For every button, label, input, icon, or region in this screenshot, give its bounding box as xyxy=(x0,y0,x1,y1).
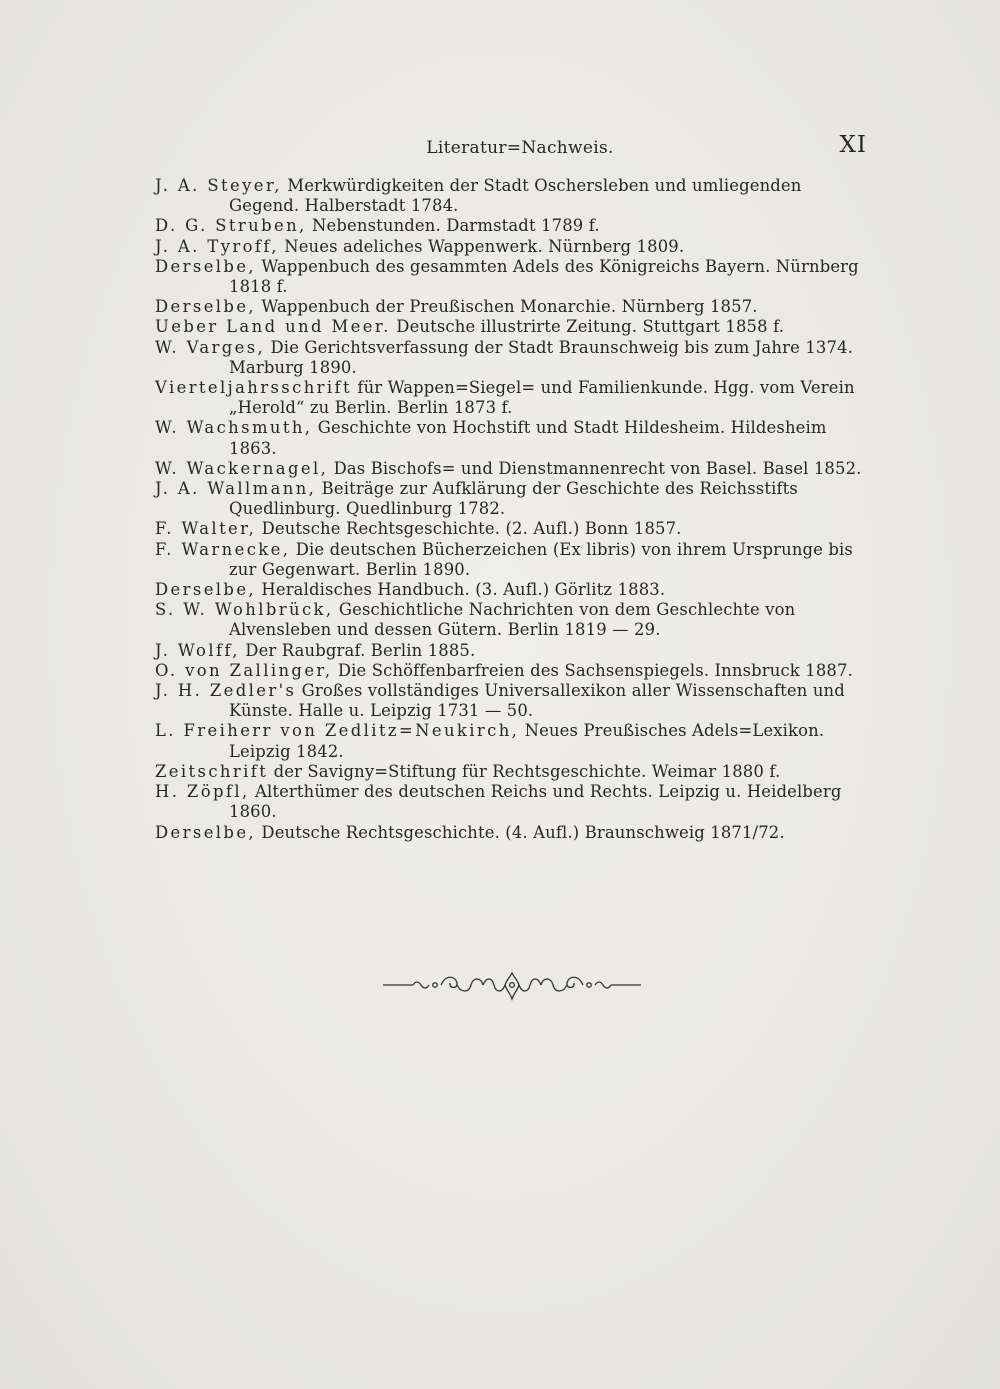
entry-text: der Savigny=Stiftung für Rechtsgeschichte. Weimar 1880 f. xyxy=(268,761,781,781)
entry-author: Zeitschrift xyxy=(155,761,269,781)
bibliography-list xyxy=(155,176,875,843)
bibliography-entry xyxy=(155,418,875,458)
entry-author: Derselbe, xyxy=(155,580,257,600)
page-number: XI xyxy=(839,132,867,158)
bibliography-entry xyxy=(155,317,875,337)
entry-text: Deutsche Rechtsgeschichte. (4. Aufl.) Braunschweig 1871/72. xyxy=(256,822,785,842)
entry-author: J. Wolff, xyxy=(155,640,240,660)
entry-text: Die Gerichtsverfassung der Stadt Braunschweig bis zum Jahre 1374. Marburg 1890. xyxy=(229,337,854,377)
bibliography-entry xyxy=(155,519,875,539)
entry-author: J. A. Tyroff, xyxy=(155,236,279,256)
entry-text: Geschichtliche Nachrichten von dem Geschlechte von Alvensleben und dessen Gütern. Berlin 1819 — 29. xyxy=(229,600,796,640)
entry-text: Neues Preußisches Adels=Lexikon. Leipzig 1842. xyxy=(229,721,825,761)
entry-text: Das Bischofs= und Dienstmannenrecht von Basel. Basel 1852. xyxy=(328,458,862,478)
bibliography-entry xyxy=(155,782,875,822)
entry-text: Deutsche Rechtsgeschichte. (2. Aufl.) Bonn 1857. xyxy=(256,519,682,539)
bibliography-entry xyxy=(155,297,875,317)
entry-text: Merkwürdigkeiten der Stadt Oschersleben und umliegenden Gegend. Halberstadt 1784. xyxy=(229,176,802,216)
entry-text: Alterthümer des deutschen Reichs und Rechts. Leipzig u. Heidelberg 1860. xyxy=(229,782,842,822)
bibliography-entry xyxy=(155,257,875,297)
entry-text: Beiträge zur Aufklärung der Geschichte des Reichsstifts Quedlinburg. Quedlinburg 1782. xyxy=(229,479,798,519)
running-header: Literatur=Nachweis. xyxy=(426,138,614,158)
entry-author: D. G. Struben, xyxy=(155,216,307,236)
entry-author: W. Wackernagel, xyxy=(155,458,329,478)
bibliography-entry xyxy=(155,681,875,721)
entry-author: J. A. Wallmann, xyxy=(155,479,317,499)
entry-author: Ueber Land und Meer. xyxy=(155,317,391,337)
entry-author: F. Warnecke, xyxy=(155,539,291,559)
bibliography-entry xyxy=(155,378,875,418)
entry-author: J. H. Zedler's xyxy=(155,681,297,701)
bibliography-entry xyxy=(155,641,875,661)
entry-author: Derselbe, xyxy=(155,256,257,276)
bibliography-entry xyxy=(155,661,875,681)
entry-text: für Wappen=Siegel= und Familienkunde. Hgg. vom Verein „Herold“ zu Berlin. Berlin 1873 f. xyxy=(229,378,855,418)
entry-text: Die deutschen Bücherzeichen (Ex libris) von ihrem Ursprunge bis zur Gegenwart. Berlin 1890. xyxy=(229,539,853,579)
entry-text: Deutsche illustrirte Zeitung. Stuttgart 1858 f. xyxy=(390,317,785,337)
bibliography-entry xyxy=(155,580,875,600)
entry-author: Vierteljahrsschrift xyxy=(155,378,352,398)
bibliography-entry xyxy=(155,540,875,580)
entry-author: L. Freiherr von Zedlitz=Neukirch, xyxy=(155,721,520,741)
entry-author: O. von Zallinger, xyxy=(155,660,333,680)
entry-author: J. A. Steyer, xyxy=(155,176,282,195)
bibliography-entry xyxy=(155,338,875,378)
entry-text: Die Schöffenbarfreien des Sachsenspiegels. Innsbruck 1887. xyxy=(332,660,853,680)
entry-text: Wappenbuch des gesammten Adels des Königreichs Bayern. Nürnberg 1818 f. xyxy=(229,256,859,297)
entry-text: Geschichte von Hochstift und Stadt Hildesheim. Hildesheim 1863. xyxy=(229,418,827,458)
entry-text: Großes vollständiges Universallexikon aller Wissenschaften und Künste. Halle u. Leipzig 1731 — 50. xyxy=(229,681,845,721)
bibliography-entry xyxy=(155,762,875,782)
entry-text: Heraldisches Handbuch. (3. Aufl.) Görlitz 1883. xyxy=(256,580,666,600)
bibliography-entry xyxy=(155,237,875,257)
entry-author: Derselbe, xyxy=(155,297,257,317)
entry-author: F. Walter, xyxy=(155,519,257,539)
entry-text: Nebenstunden. Darmstadt 1789 f. xyxy=(306,216,600,236)
bibliography-entry xyxy=(155,600,875,640)
bibliography-entry xyxy=(155,479,875,519)
entry-author: W. Wachsmuth, xyxy=(155,418,313,438)
entry-author: W. Varges, xyxy=(155,337,266,357)
bibliography-entry xyxy=(155,823,875,843)
bibliography-entry xyxy=(155,176,875,216)
entry-text: Neues adeliches Wappenwerk. Nürnberg 1809. xyxy=(278,236,685,256)
entry-text: Der Raubgraf. Berlin 1885. xyxy=(239,640,476,660)
entry-author: H. Zöpfl, xyxy=(155,782,250,802)
entry-author: S. W. Wohlbrück, xyxy=(155,600,334,620)
ornament-divider-icon xyxy=(383,965,641,1005)
bibliography-entry xyxy=(155,216,875,236)
bibliography-entry xyxy=(155,721,875,761)
bibliography-entry xyxy=(155,459,875,479)
entry-text: Wappenbuch der Preußischen Monarchie. Nürnberg 1857. xyxy=(256,297,758,317)
entry-author: Derselbe, xyxy=(155,822,257,842)
